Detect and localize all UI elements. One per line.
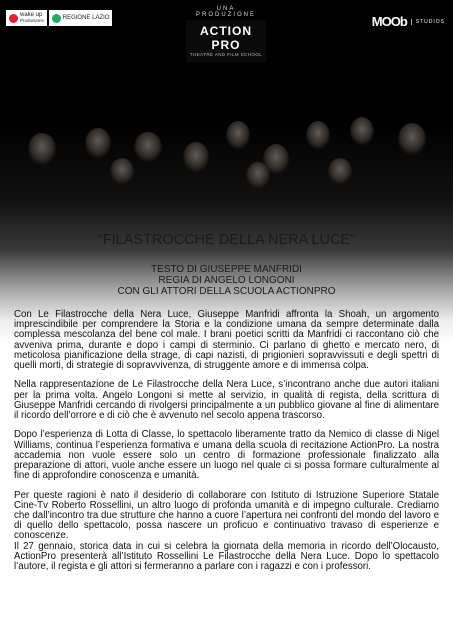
wake-up-logo-sub: Productions [20, 18, 44, 23]
actors-photo [0, 110, 453, 240]
credit-line-author: TESTO DI GIUSEPPE MANFRIDI [151, 264, 302, 275]
paragraph-actionpro: Dopo l’esperienza di Lotta di Classe, lo spettacolo liberamente tratto da Nemico di classe di Nigel Williams, continua l’esperienza formativa e umana della scuola di recitazione ActionPro. La nostra accademia non vuole essere solo un centro di formazione professionale finalizzato alla preparazione di attori, vuole anche essere un luogo nel quale ci si possa formare culturalmente al fine di approfondire conoscenza e umanità. [14, 429, 439, 482]
paragraph-shoah: Con Le Filastrocche della Nera Luce, Giuseppe Manfridi affronta la Shoah, un argomento imprescindibile per comprendere la Storia e la condizione umana da sempre determinate dalla complessa mescolanza del bene col male. I brani poetici scritti da Manfridi ci raccontano ciò che avveniva prima, durante e dopo i campi di sterminio. Ci parlano di ghetto e mercato nero, di meticolosa pianificazione della strage, di capi nazisti, di prigionieri sopravvissuti e degli spettri di quelli morti, di strategie di sopravvivenza, di struggente amore e di immensa colpa. [14, 309, 439, 372]
paragraph-collaboration: Per queste ragioni è nato il desiderio di collaborare con Istituto di Istruzione Superiore Statale Cine-Tv Roberto Rossellini, un altro luogo di profonda umanità e di impegno culturale. Crediamo che dall’incontro tra due strutture che hanno a cuore l’apertura nei confronti del mondo del lavoro e di quello dello spettacolo, possa nascere un proficuo e continuativo travaso di esperienze e conoscenze. [14, 489, 439, 542]
wake-up-mark-icon [9, 14, 18, 23]
paragraph-authors: Nella rappresentazione de Le Filastrocche della Nera Luce, s’incontrano anche due autori italiani per la prima volta. Angelo Longoni si mette al servizio, in qualità di regista, della scrittura di Giuseppe Manfridi cercando di rivolgersi principalmente a un pubblico giovane al fine di alimentare il ricordo dell’orrore e di ciò che è avvenuto nel secolo appena trascorso. [14, 379, 439, 422]
actionpro-logo-sub: THEATRE AND FILM SCHOOL [189, 52, 263, 57]
credit-line-cast: CON GLI ATTORI DELLA SCUOLA ACTIONPRO [117, 286, 336, 297]
credit-line-director: REGIA DI ANGELO LONGONI [158, 275, 295, 286]
credits [0, 264, 453, 297]
studios-logo-text: STUDIOS [411, 19, 445, 25]
regione-lazio-emblem-icon [52, 14, 61, 23]
moob-studios-logo [372, 14, 445, 29]
moob-logo-text: MOOb [371, 14, 407, 29]
actionpro-logo-text: ACTION PRO [200, 24, 252, 52]
show-title: “FILASTROCCHE DELLA NERA LUCE” [97, 232, 356, 248]
partner-logos [6, 10, 112, 26]
una-produzione-text: UNA PRODUZIONE [195, 6, 256, 18]
paragraph-memorial-day: Il 27 gennaio, storica data in cui si celebra la giornata della memoria in ricordo dell’Olocausto, ActionPro presenterà all’Istituto Rossellini Le Filastrocche della Nera Luce. Dopo lo spettacolo l’autore, il regista e gli attori si fermeranno a parlare con i ragazzi e con i professori. [14, 540, 439, 573]
wake-up-logo [6, 10, 47, 26]
wake-up-logo-text: wake up [20, 12, 43, 18]
regione-lazio-logo [49, 10, 113, 26]
actionpro-logo [186, 6, 266, 62]
body-text [14, 310, 439, 581]
regione-lazio-logo-text: REGIONE LAZIO [62, 15, 110, 21]
